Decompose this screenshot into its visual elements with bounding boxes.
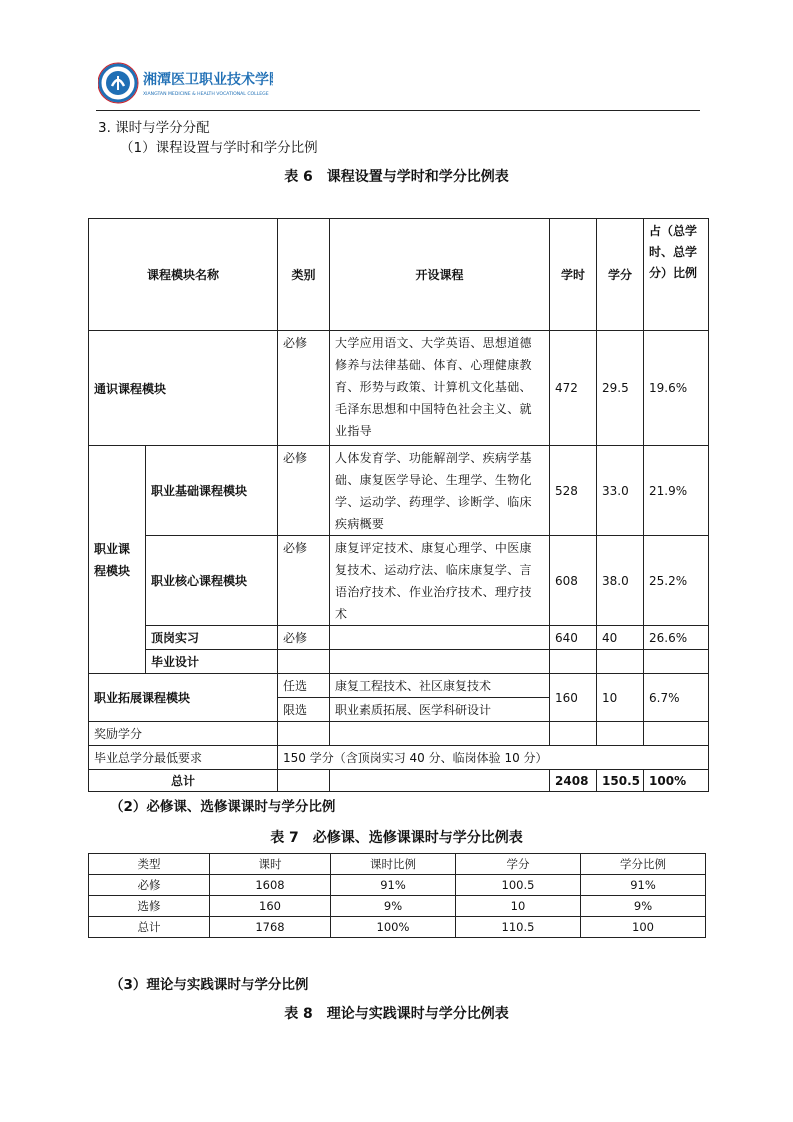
total-credits: 150.5 <box>597 770 644 792</box>
school-name-en: XIANGTAN MEDICINE & HEALTH VOCATIONAL COLLEGE <box>143 92 269 97</box>
general-courses: 大学应用语文、大学英语、思想道德修养与法律基础、体育、心理健康教育、形势与政策、计算机文化基础、毛泽东思想和中国特色社会主义、就业指导 <box>330 331 550 446</box>
core-hours: 608 <box>550 536 597 626</box>
core-ratio: 25.2% <box>644 536 709 626</box>
basic-hours: 528 <box>550 446 597 536</box>
header-credits: 学分 <box>597 219 644 331</box>
extension-credits: 10 <box>597 674 644 722</box>
reward-name: 奖励学分 <box>89 722 278 746</box>
basic-name: 职业基础课程模块 <box>146 446 278 536</box>
table6-header-row <box>89 219 709 331</box>
school-name-cn: 湘潭医卫职业技术学院 <box>143 72 273 88</box>
core-type: 必修 <box>278 536 330 626</box>
total-hours: 2408 <box>550 770 597 792</box>
subsection-1: （1）课程设置与学时和学分比例 <box>120 140 318 156</box>
total-name: 总计 <box>89 770 278 792</box>
extension-type1: 任选 <box>278 674 330 698</box>
total-ratio: 100% <box>644 770 709 792</box>
internship-type: 必修 <box>278 626 330 650</box>
core-courses: 康复评定技术、康复心理学、中医康复技术、运动疗法、临床康复学、言语治疗技术、作业治疗技术、理疗技术 <box>330 536 550 626</box>
general-type: 必修 <box>278 331 330 446</box>
college-logo <box>98 62 273 104</box>
min-req-value: 150 学分（含顶岗实习 40 分、临岗体验 10 分） <box>278 746 709 770</box>
header-courses: 开设课程 <box>330 219 550 331</box>
internship-credits: 40 <box>597 626 644 650</box>
t7-col-hours-ratio: 课时比例 <box>331 854 456 875</box>
subsection-2: （2）必修课、选修课课时与学分比例 <box>110 799 336 815</box>
extension-hours: 160 <box>550 674 597 722</box>
header-type: 类别 <box>278 219 330 331</box>
table-row-extension <box>89 674 709 698</box>
table-row-min-req <box>89 746 709 770</box>
basic-type: 必修 <box>278 446 330 536</box>
internship-name: 顶岗实习 <box>146 626 278 650</box>
table-row-total <box>89 770 709 792</box>
vocational-name: 职业课程模块 <box>89 446 146 674</box>
extension-type2: 限选 <box>278 698 330 722</box>
table-row: 必修 1608 91% 100.5 91% <box>89 875 706 896</box>
t7-col-type: 类型 <box>89 854 210 875</box>
table-row-basic <box>89 446 709 536</box>
general-name: 通识课程模块 <box>89 331 278 446</box>
internship-ratio: 26.6% <box>644 626 709 650</box>
general-ratio: 19.6% <box>644 331 709 446</box>
header-ratio: 占（总学时、总学分）比例 <box>644 219 709 331</box>
extension-courses2: 职业素质拓展、医学科研设计 <box>330 698 550 722</box>
table-row: 选修 160 9% 10 9% <box>89 896 706 917</box>
section-heading: 3. 课时与学分分配 <box>98 120 210 136</box>
table-row-thesis <box>89 650 709 674</box>
table8-caption: 表 8 理论与实践课时与学分比例表 <box>284 1006 509 1022</box>
internship-hours: 640 <box>550 626 597 650</box>
header-module: 课程模块名称 <box>89 219 278 331</box>
general-credits: 29.5 <box>597 331 644 446</box>
table7-caption: 表 7 必修课、选修课课时与学分比例表 <box>270 830 523 846</box>
subsection-3: （3）理论与实践课时与学分比例 <box>110 977 309 993</box>
table-row-internship <box>89 626 709 650</box>
header-rule <box>96 110 700 111</box>
table7-header-row <box>89 854 706 875</box>
core-name: 职业核心课程模块 <box>146 536 278 626</box>
table7 <box>88 853 706 938</box>
table-row-core <box>89 536 709 626</box>
thesis-name: 毕业设计 <box>146 650 278 674</box>
table-row-reward <box>89 722 709 746</box>
t7-col-credits-ratio: 学分比例 <box>581 854 706 875</box>
table6 <box>88 218 709 792</box>
t7-col-hours: 课时 <box>210 854 331 875</box>
header-hours: 学时 <box>550 219 597 331</box>
table-row-general <box>89 331 709 446</box>
extension-courses1: 康复工程技术、社区康复技术 <box>330 674 550 698</box>
extension-name: 职业拓展课程模块 <box>89 674 278 722</box>
basic-ratio: 21.9% <box>644 446 709 536</box>
table-row: 总计 1768 100% 110.5 100 <box>89 917 706 938</box>
general-hours: 472 <box>550 331 597 446</box>
table6-caption: 表 6 课程设置与学时和学分比例表 <box>284 169 509 185</box>
extension-ratio: 6.7% <box>644 674 709 722</box>
basic-courses: 人体发育学、功能解剖学、疾病学基础、康复医学导论、生理学、生物化学、运动学、药理学、诊断学、临床疾病概要 <box>330 446 550 536</box>
basic-credits: 33.0 <box>597 446 644 536</box>
core-credits: 38.0 <box>597 536 644 626</box>
t7-col-credits: 学分 <box>456 854 581 875</box>
min-req-name: 毕业总学分最低要求 <box>89 746 278 770</box>
